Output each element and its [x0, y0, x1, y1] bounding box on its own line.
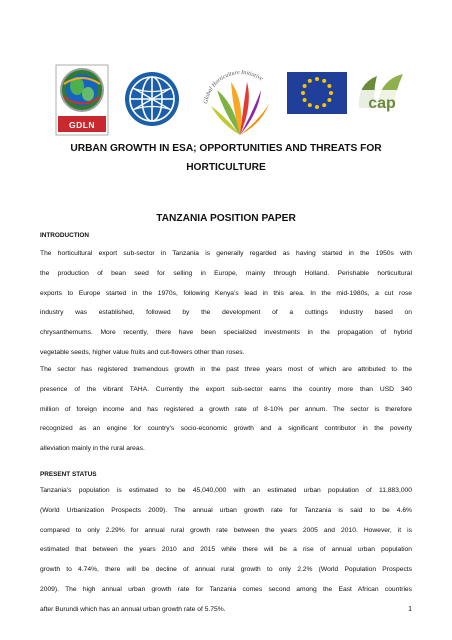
title-line-2: HORTICULTURE — [186, 162, 266, 173]
text-line: after Burundi which has an annual urban growth rate of 5.75%. — [40, 605, 226, 613]
text-line: alleviation mainly in the rural areas. — [40, 445, 145, 453]
gdln-logo — [55, 64, 109, 136]
text-line: compared to only 2.29% for annual rural growth rate between the years 2005 and 2010. However, it is — [40, 526, 412, 534]
document-title — [40, 139, 412, 177]
text-line: exports to Europe started in the 1970s, following Kenya’s lead in this area. In the mid-1980s, a cut rose — [40, 289, 412, 297]
text-line: estimated that between the years 2010 and 2015 while there will be a rise of annual urban population — [40, 546, 412, 554]
cap-logo-text: cap — [368, 95, 396, 112]
world-bank-logo — [123, 70, 181, 128]
logo-row — [55, 60, 405, 142]
title-line-1: URBAN GROWTH IN ESA; OPPORTUNITIES AND THREATS FOR — [70, 143, 382, 154]
text-line: industry was established, followed by the development of a cuttings industry based on — [40, 309, 412, 317]
section-heading-present-status: PRESENT STATUS — [40, 471, 97, 478]
text-line: recognized as an engine for country’s socio-economic growth and a significant contributor in the poverty — [40, 425, 412, 433]
status-paragraph-1 — [40, 481, 412, 620]
gdln-logo-text: GDLN — [68, 120, 96, 130]
document-subtitle: TANZANIA POSITION PAPER — [156, 213, 296, 224]
text-line: million of foreign income and has registered a growth rate of 8-10% per annum. The sector is therefore — [40, 405, 412, 413]
text-line: chrysanthemums. More recently, there have been specialized investments in the propagation of hybrid — [40, 329, 412, 337]
section-heading-introduction: INTRODUCTION — [40, 232, 89, 239]
intro-paragraph-1 — [40, 244, 412, 363]
ghi-logo-text: Global Horticulture Initiative — [203, 69, 264, 105]
text-line: The sector has registered tremendous growth in the past three years most of which are attributed to the — [40, 366, 412, 373]
page-number: 1 — [408, 606, 412, 613]
text-line: Tanzania’s population is estimated to be 45,040,000 with an estimated urban population of 11,883,000 — [40, 487, 412, 494]
text-line: The horticultural export sub-sector in Tanzania is generally regarded as having started in the 1950s with — [40, 250, 412, 257]
cap-logo — [355, 68, 409, 120]
text-line: presence of the vibrant TAHA. Currently the export sub-sector earns the country more than USD 340 — [40, 385, 412, 393]
text-line: 2009). The high annual urban growth rate for Tanzania comes second among the East African countries — [40, 585, 412, 593]
intro-paragraph-2 — [40, 360, 412, 459]
text-line: (World Urbanization Prospects 2009). The annual urban growth rate for Tanzania is said to be 4.6% — [40, 506, 412, 514]
eu-flag-logo — [287, 72, 347, 114]
text-line: growth to 4.74%, there will be decline of annual rural growth to only 2.2% (World Population Prospects — [40, 566, 412, 574]
text-line: vegetable seeds, higher value fruits and cut-flowers other than roses. — [40, 348, 245, 356]
global-horticulture-initiative-logo — [195, 60, 285, 140]
text-line: the production of bean seed for selling in Europe, mainly through Holland. Perishable horticultural — [40, 269, 412, 277]
